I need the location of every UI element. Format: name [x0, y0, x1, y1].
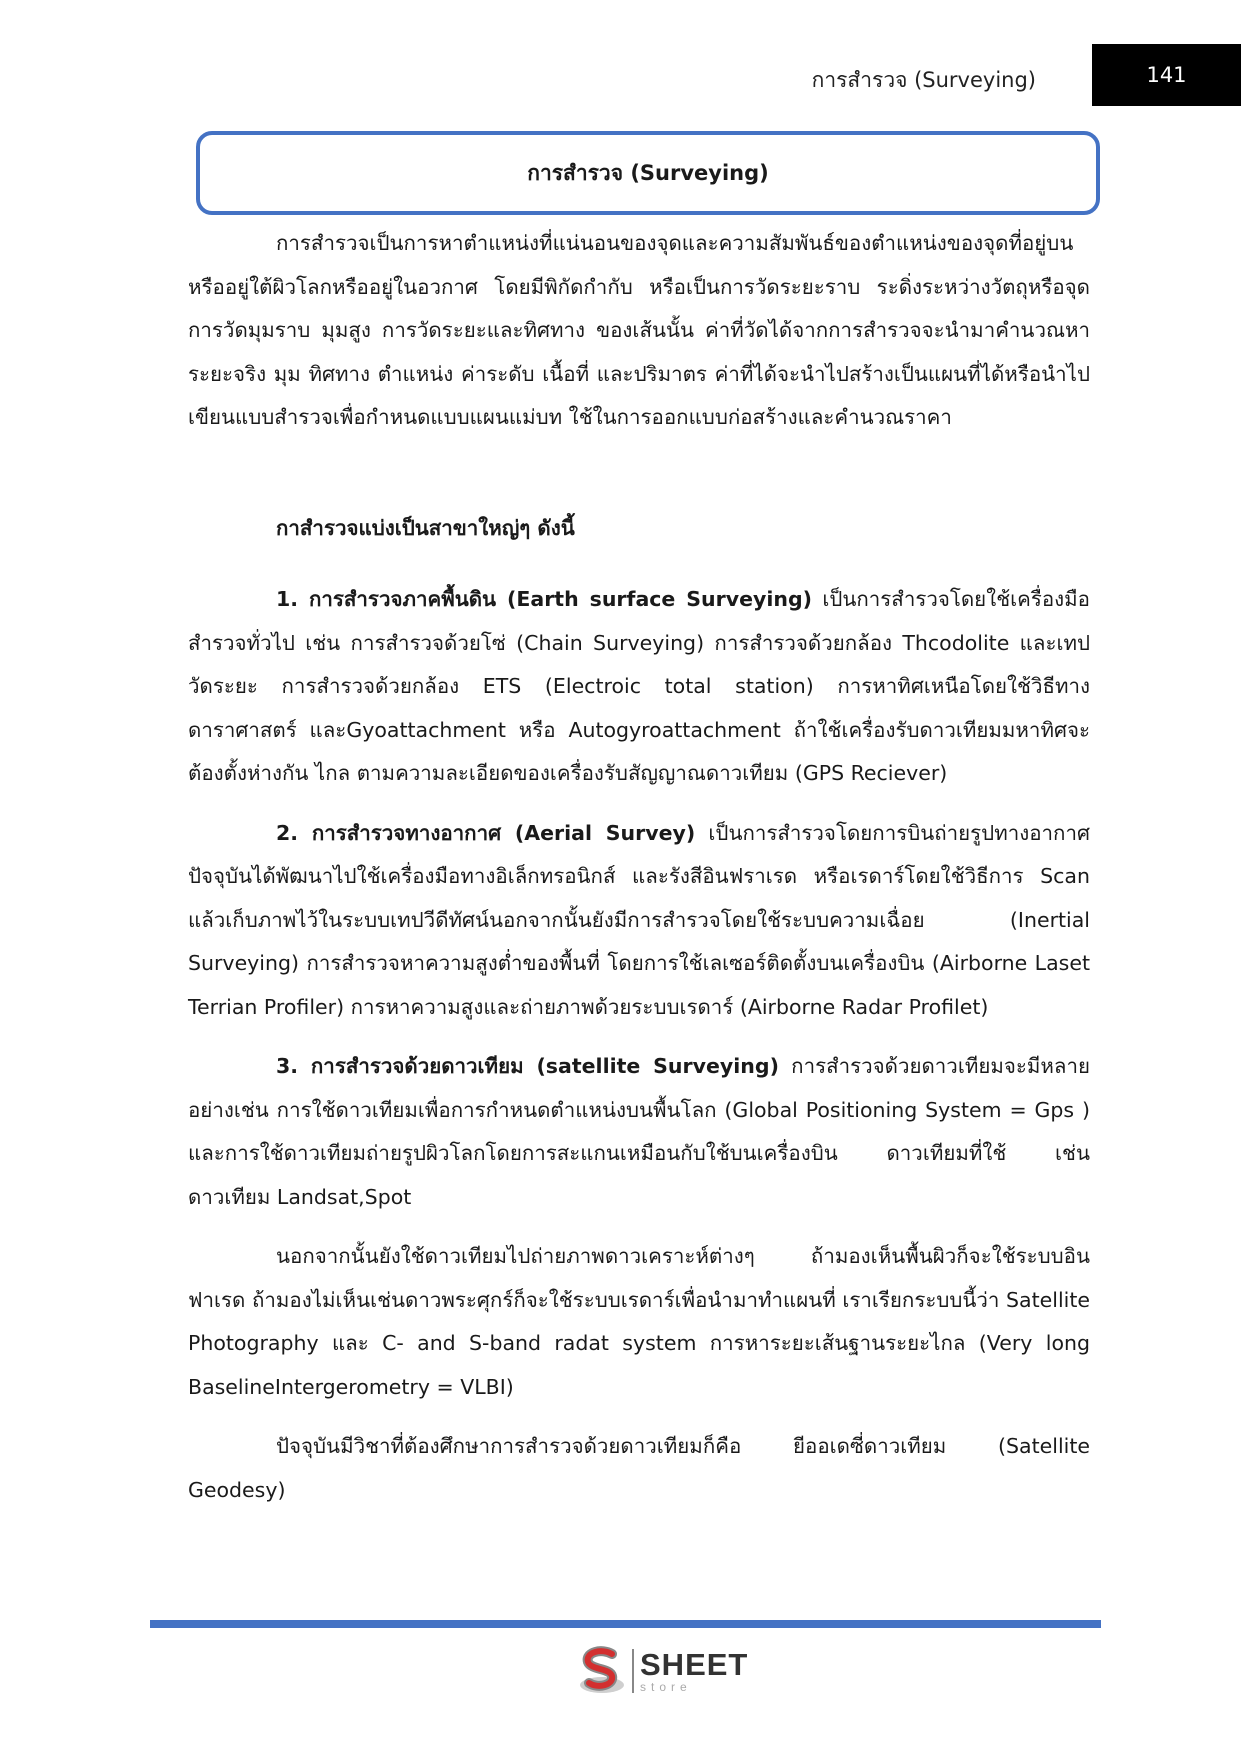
item-3-heading: 3. การสำรวจด้วยดาวเทียม (satellite Surveying) [276, 1054, 779, 1078]
sheet-s-icon [576, 1645, 628, 1697]
item-2-text: เป็นการสำรวจโดยการบินถ่ายรูปทางอากาศ ปัจจุบันได้พัฒนาไปใช้เครื่องมือทางอิเล็กทรอนิกส์ และรังสีอินฟราเรด หรือเรดาร์โดยใช้วิธีการ Scan แล้วเก็บภาพไว้ในระบบเทปวีดีทัศน์นอกจากนั้นยังมีการสำรวจโดยใช้ระบบความเฉื่อย (Inertial Surveying) การสำรวจหาความสูงต่ำของพื้นที่ โดยการใช้เลเซอร์ติดตั้งบนเครื่องบิน (Airborne Laset Terrian Profiler) การหาความสูงและถ่ายภาพด้วยระบบเรดาร์ (Airborne Radar Profilet) [188, 820, 1090, 1019]
item-1-paragraph [188, 578, 1090, 796]
page-number-box [1092, 44, 1241, 106]
item-2-paragraph [188, 812, 1090, 1030]
logo-divider [632, 1649, 634, 1693]
sheet-store-logo [576, 1645, 748, 1697]
logo-wordmark [640, 1649, 748, 1693]
page-number: 141 [1146, 63, 1187, 87]
body-content [188, 222, 1090, 1512]
chapter-title: การสำรวจ (Surveying) [527, 160, 769, 185]
item-1-text: เป็นการสำรวจโดยใช้เครื่องมือ สำรวจทั่วไป เช่น การสำรวจด้วยโซ่ (Chain Surveying) การสำรวจด้วยกล้อง Thcodolite และเทป วัดระยะ การสำรวจด้วยกล้อง ETS (Electroic total station) การหาทิศเหนือโดยใช้วิธีทางดาราศาสตร์ และGyoattachment หรือ Autogyroattachment ถ้าใช้เครื่องรับดาวเทียมมหาทิศจะต้องตั้งห่างกัน ไกล ตามความละเอียดของเครื่องรับสัญญาณดาวเทียม (GPS Reciever) [188, 587, 1090, 785]
section-heading: กาสำรวจแบ่งเป็นสาขาใหญ่ๆ ดังนี้ [276, 515, 575, 540]
item-3-text: การสำรวจด้วยดาวเทียมจะมีหลาย อย่างเช่น การใช้ดาวเทียมเพื่อการกำหนดตำแหน่งบนพื้นโลก (Global Positioning System = Gps ) และการใช้ดาวเทียมถ่ายรูปผิวโลกโดยการสะแกนเหมือนกับใช้บนเครื่องบิน ดาวเทียมที่ใช้ เช่น ดาวเทียม Landsat,Spot [188, 1054, 1090, 1209]
item-3-paragraph [188, 1045, 1090, 1219]
running-header-title: การสำรวจ (Surveying) [811, 68, 1036, 92]
logo-subtext: store [640, 1680, 692, 1694]
item-1-heading: 1. การสำรวจภาคพื้นดิน (Earth surface Surveying) [276, 587, 813, 611]
logo-text: SHEET [640, 1647, 749, 1682]
last-paragraph: ปัจจุบันมีวิชาที่ต้องศึกษาการสำรวจด้วยดาวเทียมก็คือ ยีออเดซี่ดาวเทียม (Satellite Geodesy) [188, 1434, 1090, 1502]
footer-rule [150, 1620, 1101, 1628]
item-2-heading: 2. การสำรวจทางอากาศ (Aerial Survey) [276, 820, 696, 845]
extra-paragraph: นอกจากนั้นยังใช้ดาวเทียมไปถ่ายภาพดาวเคราะห์ต่างๆ ถ้ามองเห็นพื้นผิวก็จะใช้ระบบอิน ฟาเรด ถ้ามองไม่เห็นเช่นดาวพระศุกร์ก็จะใช้ระบบเรดาร์เพื่อนำมาทำแผนที่ เราเรียกระบบนี้ว่า Satellite Photography และ C- and S-band radat system การหาระยะเส้นฐานระยะไกล (Very long BaselineIntergerometry = VLBI) [188, 1244, 1090, 1399]
chapter-title-box [196, 131, 1100, 215]
intro-paragraph: การสำรวจเป็นการหาตำแหน่งที่แน่นอนของจุดและความสัมพันธ์ของตำแหน่งของจุดที่อยู่บน หรืออยู่ใต้ผิวโลกหรืออยู่ในอวกาศ โดยมีพิกัดกำกับ หรือเป็นการวัดระยะราบ ระดิ่งระหว่างวัตถุหรือจุด การวัดมุมราบ มุมสูง การวัดระยะและทิศทาง ของเส้นนั้น ค่าที่วัดได้จากการสำรวจจะนำมาคำนวณหา ระยะจริง มุม ทิศทาง ตำแหน่ง ค่าระดับ เนื้อที่ และปริมาตร ค่าที่ได้จะนำไปสร้างเป็นแผนที่ได้หรือนำไป เขียนแบบสำรวจเพื่อกำหนดแบบแผนแม่บท ใช้ในการออกแบบก่อสร้างและคำนวณราคา [188, 231, 1090, 429]
